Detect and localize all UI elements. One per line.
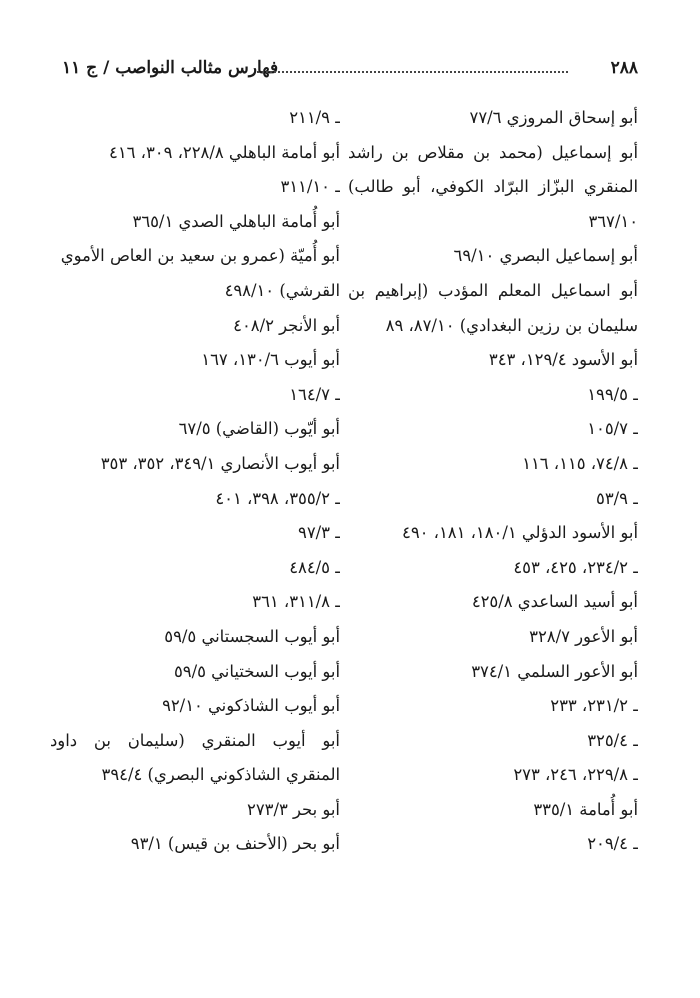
index-entry-line: أبو أيوب الأنصاري ٣٤٩/١، ٣٥٢، ٣٥٣ [100, 453, 340, 473]
index-entry-line: ـ ١٠٥/٧ [587, 419, 638, 439]
index-entry-line: أبو أيوب الشاذكوني ٩٢/١٠ [162, 696, 340, 716]
page-header [62, 58, 638, 84]
index-entry-line: المنقري الشاذكوني البصري) ٣٩٤/٤ [101, 765, 340, 785]
index-entry-line: ـ ١٦٤/٧ [289, 384, 340, 404]
index-column-left [50, 101, 340, 862]
index-entry-line: ـ ٣٥٥/٢، ٣٩٨، ٤٠١ [215, 488, 340, 508]
index-entry-line: أبو بحر ٢٧٣/٣ [247, 799, 340, 819]
index-entry-line: أبو أسيد الساعدي ٤٢٥/٨ [471, 592, 638, 612]
index-entry-line: أبو إسماعيل البصري ٦٩/١٠ [453, 246, 638, 266]
index-entry-line: أبو اسماعيل المعلم المؤدب (إبراهيم بن [348, 280, 638, 300]
index-entry-line: أبو أيوب المنقري (سليمان بن داود [50, 730, 340, 750]
index-entry-line: أبو الأنجر ٤٠٨/٢ [233, 315, 340, 335]
index-entry-line: ـ ٣١١/١٠ [280, 177, 340, 197]
index-entry-line: أبو أيّوب (القاضي) ٦٧/٥ [178, 419, 340, 439]
index-entry-line: ـ ٢٠٩/٤ [587, 834, 638, 854]
index-entry-line: أبو أيوب ١٣٠/٦، ١٦٧ [201, 350, 340, 370]
index-entry-line: أبو الأسود الدؤلي ١٨٠/١، ١٨١، ٤٩٠ [402, 523, 638, 543]
index-entry-line: أبو أيوب السجستاني ٥٩/٥ [164, 626, 340, 646]
index-entry-line: المنقري البزّاز البرّاد الكوفي، أبو طالب) [348, 177, 638, 197]
index-entry-line: القرشي) ٤٩٨/١٠ [224, 280, 340, 300]
index-entry-line: أبو أُمامة ٣٣٥/١ [533, 799, 638, 819]
index-entry-line: أبو أُمامة الباهلي الصدي ٣٦٥/١ [132, 211, 340, 231]
index-entry-line: ـ ٣١١/٨، ٣٦١ [252, 592, 340, 612]
index-entry-line: سليمان بن رزين البغدادي) ٨٧/١٠، ٨٩ [385, 315, 638, 335]
index-entry-line: أبو إسماعيل (محمد بن مقلاص بن راشد [348, 142, 638, 162]
index-entry-line: ـ ٥٣/٩ [596, 488, 638, 508]
index-entry-line: أبو الأعور السلمي ٣٧٤/١ [471, 661, 638, 681]
index-entry-line: أبو بحر (الأحنف بن قيس) ٩٣/١ [130, 834, 340, 854]
index-entry-line: ـ ٢٣١/٢، ٢٣٣ [550, 696, 638, 716]
index-entry-line: أبو أيوب السختياني ٥٩/٥ [173, 661, 340, 681]
index-entry-line: ـ ١٩٩/٥ [587, 384, 638, 404]
index-entry-line: ٣٦٧/١٠ [588, 211, 638, 231]
index-entry-line: أبو الأعور ٣٢٨/٧ [529, 626, 638, 646]
index-entry-line: ـ ٢٢٩/٨، ٢٤٦، ٢٧٣ [513, 765, 638, 785]
running-title: فهارس مثالب النواصب / ج ١١ [62, 58, 279, 78]
index-entry-line: أبو إسحاق المروزي ٧٧/٦ [469, 108, 638, 127]
page-number: ٢٨٨ [610, 58, 638, 78]
index-entry-line: ـ ٧٤/٨، ١١٥، ١١٦ [522, 453, 638, 473]
index-entry-line: ـ ٩٧/٣ [298, 523, 340, 543]
index-entry-line: أبو الأسود ١٢٩/٤، ٣٤٣ [488, 350, 638, 370]
index-entry-line: أبو أُميّة (عمرو بن سعيد بن العاص الأموي [60, 246, 340, 266]
index-entry-line: ـ ٤٨٤/٥ [289, 557, 340, 577]
index-entry-line: ـ ٢٣٤/٢، ٤٢٥، ٤٥٣ [513, 557, 638, 577]
index-entry-line: ـ ٢١١/٩ [289, 108, 340, 127]
index-entry-line: ـ ٣٢٥/٤ [587, 730, 638, 750]
header-dot-leader [257, 71, 568, 73]
index-column-right [348, 101, 638, 862]
index-entry-line: أبو أمامة الباهلي ٢٢٨/٨، ٣٠٩، ٤١٦ [109, 142, 340, 162]
